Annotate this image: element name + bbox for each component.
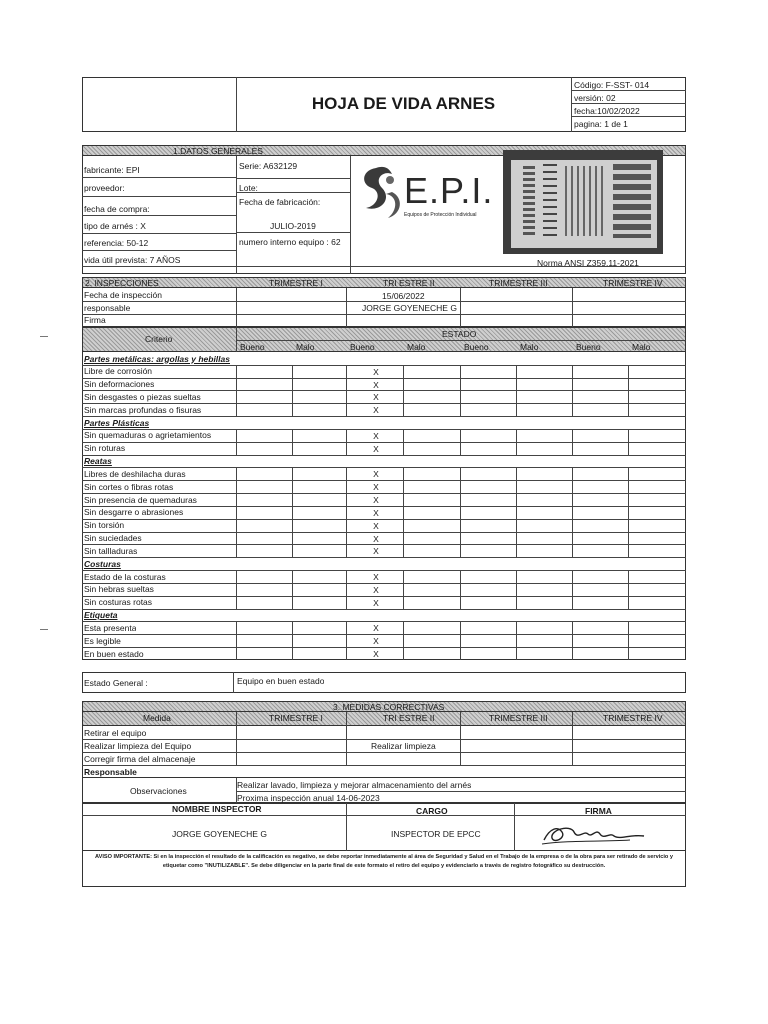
fecha-compra: fecha de compra: [84,204,150,214]
criteria-row: Sin quemaduras o agrietamientos [84,430,212,441]
malo-header: Malo [520,342,539,352]
criteria-row: Sin roturas [84,443,126,454]
vida-util: vida útil prevista: 7 AÑOS [84,255,181,265]
medidas-header: Medida TRIMESTRE I TRI ESTRE II TRIMESTRE III TRIMESTRE IV [82,712,686,726]
tipo-arnes: tipo de arnés : X [84,221,146,231]
estado-general-box [82,672,686,693]
proveedor: proveedor: [84,183,125,193]
criteria-row: Sin cortes o fibras rotas [84,481,174,492]
observaciones-line1: Realizar lavado, limpieza y mejorar almacenamiento del arnés [237,780,472,790]
fecha-inspeccion-label: Fecha de inspección [84,290,162,300]
header-pagina: pagina: 1 de 1 [574,119,628,129]
margin-mark [40,629,48,630]
criterio-label: Criterio [145,334,173,344]
check-mark: X [373,636,379,647]
medida-row: Realizar limpieza del Equipo [84,741,192,751]
product-label-photo [503,150,663,254]
criteria-category: Etiqueta [84,610,118,621]
criteria-row: En buen estado [84,648,144,659]
estado-general-label: Estado General : [84,678,148,688]
criteria-category: Partes metálicas: argollas y hebillas [84,353,230,364]
check-mark: X [373,469,379,480]
check-mark: X [373,366,379,377]
malo-header: Malo [632,342,651,352]
criteria-row: Sin tallladuras [84,545,138,556]
fecha-inspeccion-t2: 15/06/2022 [382,291,425,301]
norma-ansi: Norma ANSI Z359.11-2021 [537,258,639,268]
criteria-category: Partes Plásticas [84,417,150,428]
criteria-row: Sin torsión [84,520,125,531]
responsable-t2: JORGE GOYENECHE G [362,303,457,313]
criteria-category: Costuras [84,558,121,569]
lote: Lote: [239,183,258,193]
inspector-cargo: INSPECTOR DE EPCC [391,829,481,839]
criteria-row: Esta presenta [84,622,137,633]
margin-mark [40,336,48,337]
criteria-row: Sin costuras rotas [84,597,153,608]
section-inspecciones: 2. INSPECCIONES TRIMESTRE I TRI ESTRE II TRIMESTRE III TRIMESTRE IV [82,277,686,288]
check-mark: X [373,430,379,441]
check-mark: X [373,392,379,403]
aviso-importante: AVISO IMPORTANTE: Si en la inspección el resultado de la calificación es negativo, se debe reportar inmediatamente al área de Seguridad y Salud en el Trabajo de la empresa o de la obra para ser retirado de servicio y etiquetar como "INUTILIZABLE". Se debe diligenciar en la parte final de este formato el retiro del equipo y evidenciarlo a través de registro fotográfico su destrucción. [94,854,673,869]
nombre-inspector-label: NOMBRE INSPECTOR [172,804,262,814]
bueno-header: Bueno [464,342,489,352]
fabricante: fabricante: EPI [84,165,140,175]
check-mark: X [373,649,379,660]
criteria-row: Libre de corrosión [84,366,153,377]
section-datos-generales: 1.DATOS GENERALES [82,145,686,156]
criteria-row: Estado de la costuras [84,571,166,582]
criteria-row: Sin deformaciones [84,379,155,390]
criteria-category: Reatas [84,456,112,467]
check-mark: X [373,584,379,595]
check-mark: X [373,482,379,493]
header-fecha: fecha:10/02/2022 [574,106,640,116]
criteria-row: Sin desgastes o piezas sueltas [84,391,201,402]
malo-header: Malo [407,342,426,352]
referencia: referencia: 50-12 [84,238,149,248]
logo-subtitle: Equipos de Protección Individual [404,212,477,218]
check-mark: X [373,443,379,454]
criteria-row: Sin presencia de quemaduras [84,494,197,505]
responsable-medidas-label: Responsable [84,767,137,777]
observaciones-line2: Proxima inspección anual 14-06-2023 [237,793,380,803]
medida-row: Corregir firma del almacenaje [84,754,196,764]
check-mark: X [373,597,379,608]
check-mark: X [373,405,379,416]
numero-interno: numero interno equipo : 62 [239,237,341,247]
check-mark: X [373,533,379,544]
criteria-row: Sin suciedades [84,533,142,544]
signature [540,818,650,848]
check-mark: X [373,546,379,557]
fecha-fabricacion-label: Fecha de fabricación: [239,197,321,207]
check-mark: X [373,495,379,506]
responsable-label: responsable [84,303,131,313]
bueno-header: Bueno [240,342,265,352]
check-mark: X [373,507,379,518]
serie: Serie: A632129 [239,161,298,171]
estado-general-value: Equipo en buen estado [237,676,325,686]
bueno-header: Bueno [350,342,375,352]
observaciones-label: Observaciones [130,786,187,796]
check-mark: X [373,520,379,531]
estado-label: ESTADO [442,329,477,339]
criteria-row: Sin marcas profundas o fisuras [84,404,202,415]
fecha-fabricacion-value: JULIO-2019 [270,221,316,231]
header-divider-right [571,77,572,132]
header-codigo: Código: F-SST- 014 [574,80,650,90]
header-version: versión: 02 [574,93,616,103]
firma-label: Firma [84,315,106,325]
section-medidas: 3. MEDIDAS CORRECTIVAS [82,701,686,712]
logo-text: E.P.I. [404,170,494,211]
medida-row: Retirar el equipo [84,728,147,738]
inspector-nombre: JORGE GOYENECHE G [172,829,267,839]
criteria-row: Es legible [84,635,121,646]
cargo-label: CARGO [416,806,448,816]
check-mark: X [373,379,379,390]
malo-header: Malo [296,342,315,352]
criteria-row: Libres de deshilacha duras [84,468,186,479]
medida-row-t2: Realizar limpieza [371,741,436,751]
signature-icon [540,818,650,848]
check-mark: X [373,623,379,634]
document-title: HOJA DE VIDA ARNES [311,94,496,113]
criteria-row: Sin desgarre o abrasiones [84,507,184,518]
criteria-row: Sin hebras sueltas [84,584,154,595]
bueno-header: Bueno [576,342,601,352]
check-mark: X [373,572,379,583]
firma-inspector-label: FIRMA [585,806,612,816]
